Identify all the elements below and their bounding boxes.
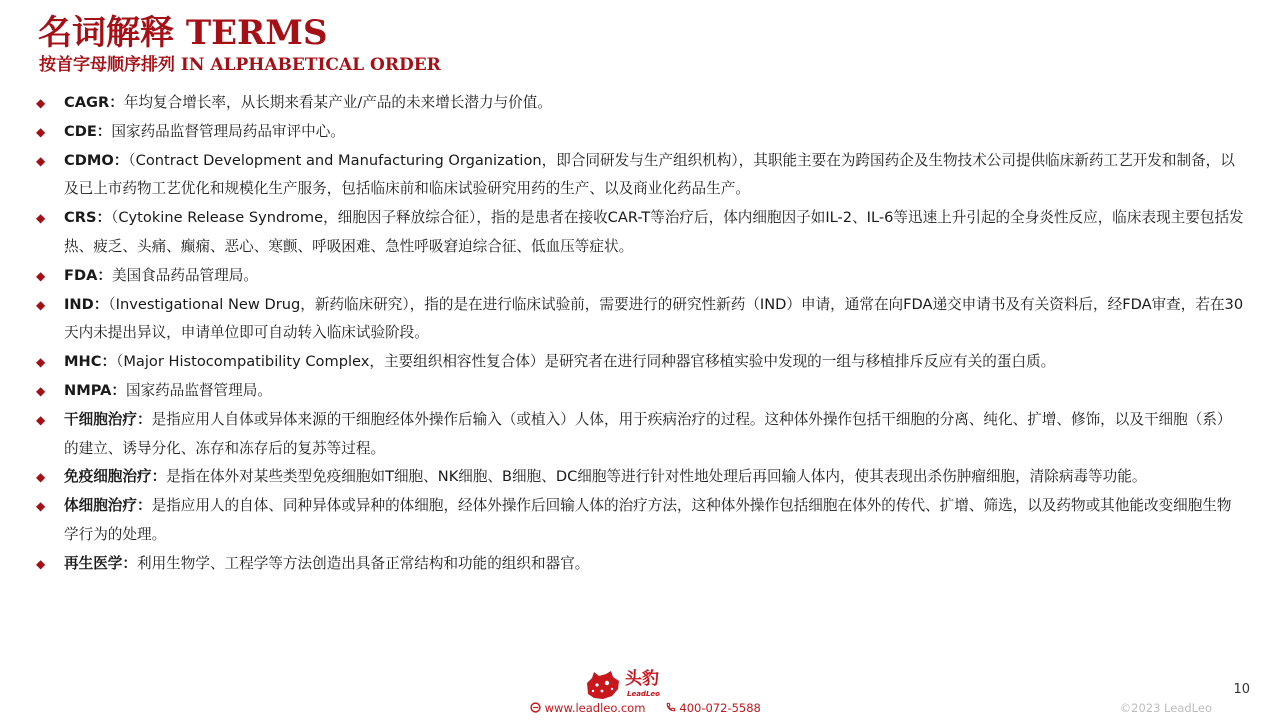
diamond-bullet-icon: ◆ xyxy=(36,383,46,398)
web-icon xyxy=(530,702,541,713)
term-item xyxy=(36,377,1246,406)
phone-icon xyxy=(665,702,676,713)
term-item xyxy=(36,463,1246,492)
logo-text-en: LeadLeo xyxy=(627,690,660,698)
term-definition: （Investigational New Drug，新药临床研究），指的是在进行临床试验前，需要进行的研究性新药（IND）申请，通常在向FDA递交申请书及有关资料后，经FDA审查，若在30天内未提出异议，申请单位即可自动转入临床试验阶段。 xyxy=(64,295,1244,342)
leopard-head-icon xyxy=(585,670,621,700)
term-item xyxy=(36,291,1246,349)
diamond-bullet-icon: ◆ xyxy=(36,153,46,168)
term-item xyxy=(36,550,1246,579)
term-name: 干细胞治疗： xyxy=(64,410,152,428)
term-definition: 美国食品药品管理局。 xyxy=(111,266,258,284)
term-definition: 国家药品监督管理局药品审评中心。 xyxy=(111,122,345,140)
term-name: 再生医学： xyxy=(64,554,137,572)
term-name: CRS： xyxy=(64,209,112,227)
diamond-bullet-icon: ◆ xyxy=(36,297,46,312)
term-item xyxy=(36,118,1246,147)
term-name: 体细胞治疗： xyxy=(64,497,152,515)
leadleo-logo xyxy=(585,668,665,702)
term-definition: （Cytokine Release Syndrome，细胞因子释放综合征），指的是患者在接收CAR-T等治疗后，体内细胞因子如IL-2、IL-6等迅速上升引起的全身炎性反应，临床表现主要包括发热、疲乏、头痛、癫痫、恶心、寒颤、呼吸困难、急性呼吸窘迫综合征、低血压等症状。 xyxy=(64,209,1244,255)
diamond-bullet-icon: ◆ xyxy=(36,211,46,226)
page-subtitle: 按首字母顺序排列 IN ALPHABETICAL ORDER xyxy=(39,55,441,75)
contact-line xyxy=(530,700,761,716)
term-item xyxy=(36,348,1246,377)
footer xyxy=(0,662,1280,720)
diamond-bullet-icon: ◆ xyxy=(36,124,46,139)
page-number: 10 xyxy=(1233,682,1250,697)
term-definition: （Major Histocompatibility Complex，主要组织相容性复合体）是研究者在进行同种器官移植实验中发现的一组与移植排斥反应有关的蛋白质。 xyxy=(116,353,1056,371)
diamond-bullet-icon: ◆ xyxy=(36,556,46,571)
term-name: CAGR： xyxy=(64,94,124,111)
diamond-bullet-icon: ◆ xyxy=(36,96,46,110)
page-title: 名词解释 TERMS xyxy=(38,13,328,53)
term-item xyxy=(36,492,1246,550)
terms-list xyxy=(36,89,1246,579)
term-name: CDMO： xyxy=(64,151,129,169)
term-item xyxy=(36,147,1246,205)
diamond-bullet-icon: ◆ xyxy=(36,355,46,370)
diamond-bullet-icon: ◆ xyxy=(36,412,46,427)
term-item xyxy=(36,204,1246,262)
term-name: IND： xyxy=(64,295,109,313)
term-definition: 利用生物学、工程学等方法创造出具备正常结构和功能的组织和器官。 xyxy=(136,554,590,572)
diamond-bullet-icon: ◆ xyxy=(36,470,46,485)
term-name: FDA： xyxy=(64,266,112,284)
copyright: ©2023 LeadLeo xyxy=(1119,701,1212,715)
term-item xyxy=(36,89,1246,118)
diamond-bullet-icon: ◆ xyxy=(36,268,46,283)
term-definition: 是指在体外对某些类型免疫细胞如T细胞、NK细胞、B细胞、DC细胞等进行针对性地处理后再回输人体内，使其表现出杀伤肿瘤细胞，清除病毒等功能。 xyxy=(166,468,1147,486)
term-definition: 是指应用人的自体、同种异体或异种的体细胞，经体外操作后回输人体的治疗方法，这种体外操作包括细胞在体外的传代、扩增、筛选，以及药物或其他能改变细胞生物学行为的处理。 xyxy=(64,497,1232,543)
term-name: NMPA： xyxy=(64,381,126,399)
website-link[interactable]: www.leadleo.com xyxy=(544,701,646,715)
term-definition: 年均复合增长率，从长期来看某产业/产品的未来增长潜力与价值。 xyxy=(123,94,552,111)
term-name: CDE： xyxy=(64,122,112,140)
term-definition: （Contract Development and Manufacturing Organization，即合同研发与生产组织机构），其职能主要在为跨国药企及生物技术公司提供临床新药工艺开发和制备，以及已上市药物工艺优化和规模化生产服务，包括临床前和临床试验研究用药的生产、以及商业化药品生产。 xyxy=(64,151,1235,198)
term-item xyxy=(36,406,1246,464)
logo-text-cn: 头豹 xyxy=(625,669,659,689)
diamond-bullet-icon: ◆ xyxy=(36,499,46,514)
term-name: MHC： xyxy=(64,353,117,371)
term-definition: 是指应用人自体或异体来源的干细胞经体外操作后输入（或植入）人体，用于疾病治疗的过程。这种体外操作包括干细胞的分离、纯化、扩增、修饰，以及干细胞（系）的建立、诱导分化、冻存和冻存后的复苏等过程。 xyxy=(64,410,1232,457)
term-definition: 国家药品监督管理局。 xyxy=(125,381,272,399)
phone-number: 400-072-5588 xyxy=(679,701,761,715)
term-name: 免疫细胞治疗： xyxy=(64,468,167,486)
term-item xyxy=(36,262,1246,291)
